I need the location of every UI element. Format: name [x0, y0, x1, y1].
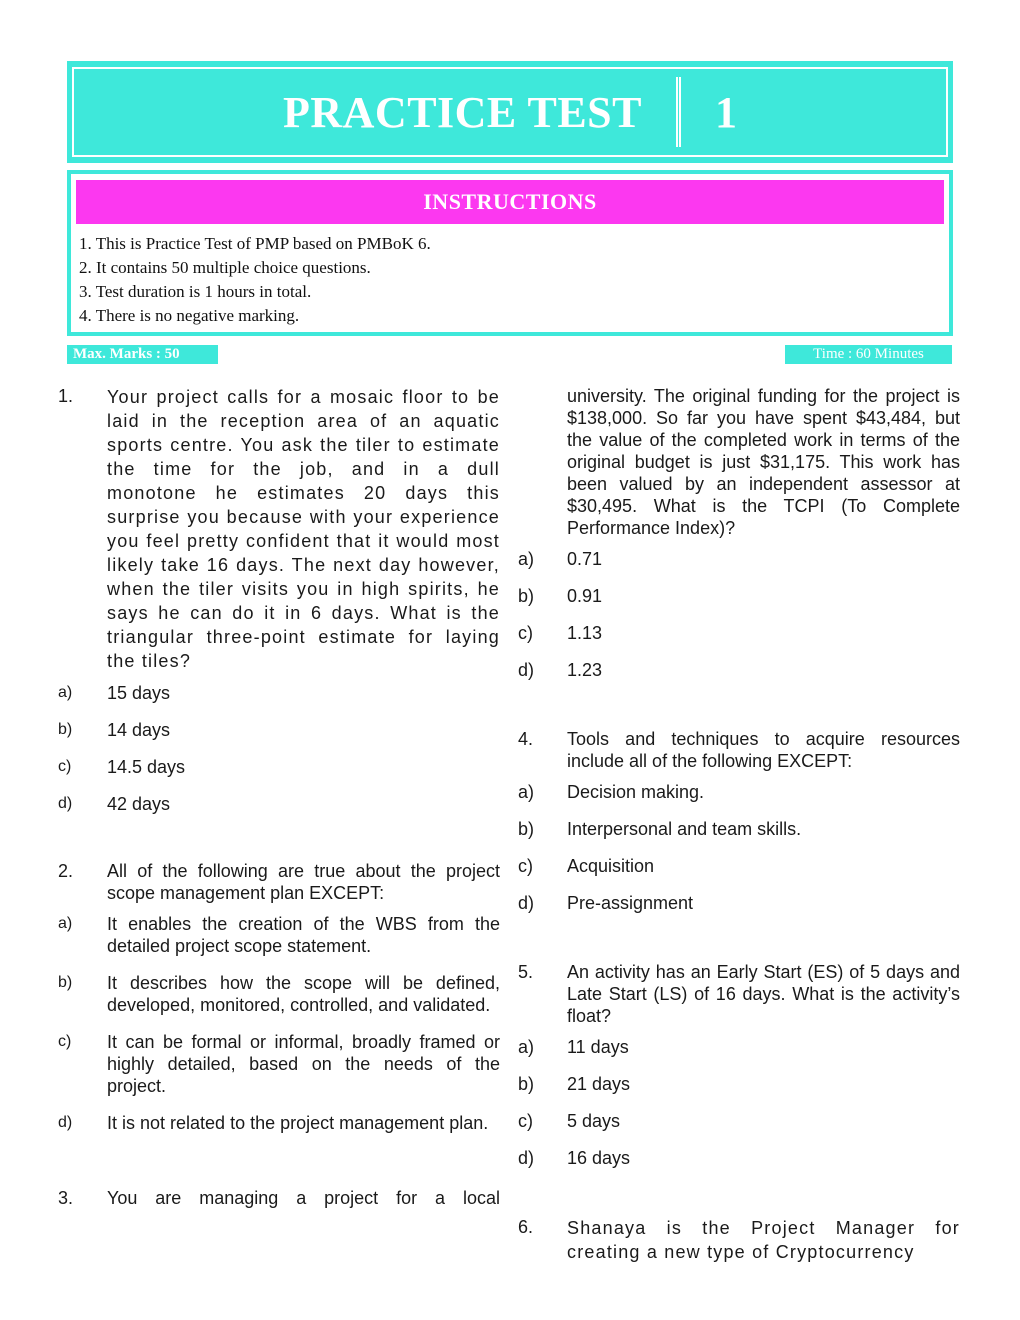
question-1 [58, 385, 500, 673]
right-column [518, 385, 960, 1273]
question-2 [58, 860, 500, 904]
question-number: 1. [58, 386, 74, 406]
option-text: Acquisition [567, 856, 655, 876]
question-number: 2. [58, 861, 74, 881]
spacer [58, 830, 500, 860]
option-label: d) [58, 795, 73, 812]
spacer [518, 1184, 960, 1216]
option-text: 1.23 [567, 660, 603, 680]
option-row [518, 659, 960, 681]
instruction-item: 3. Test duration is 1 hours in total. [79, 282, 312, 301]
left-column [58, 385, 500, 1218]
option-label: d) [518, 660, 535, 680]
spacer [58, 1149, 500, 1187]
option-label: a) [518, 1037, 535, 1057]
option-row [518, 855, 960, 877]
option-label: b) [58, 974, 73, 991]
question-text: You are managing a project for a local [107, 1188, 500, 1208]
instructions-heading-bar [76, 180, 944, 224]
question-text: An activity has an Early Start (ES) of 5 days and Late Start (LS) of 16 days. What is the activity’s float? [567, 962, 960, 1026]
title-divider [676, 77, 681, 147]
question-text: Your project calls for a mosaic floor to be laid in the reception area of an aquatic sports centre. You ask the tiler to estimate the time for the job, and in a dull monotone he estimates 20 days this surprise you because with your experience you feel pretty confident that it would most likely take 16 days. The next day however, when the tiler visits you in high spirits, he says he can do it in 6 days. What is the triangular three-point estimate for laying the tiles? [107, 387, 500, 671]
instructions-list [79, 232, 431, 328]
spacer [518, 929, 960, 961]
option-row [518, 781, 960, 803]
option-label: a) [518, 782, 535, 802]
option-label: b) [518, 1074, 535, 1094]
question-text: Shanaya is the Project Manager for creating a new type of Cryptocurrency [567, 1218, 960, 1262]
option-label: d) [518, 1148, 535, 1168]
option-row [518, 1073, 960, 1095]
indent [518, 385, 567, 539]
question-number: 5. [518, 962, 534, 982]
option-label: b) [518, 819, 535, 839]
option-label: c) [518, 1111, 533, 1131]
option-text: It can be formal or informal, broadly framed or highly detailed, based on the needs of the project. [107, 1032, 500, 1096]
option-row [58, 756, 500, 778]
option-row [518, 1110, 960, 1132]
option-label: b) [58, 721, 73, 738]
title-frame [72, 67, 948, 157]
instructions-heading: INSTRUCTIONS [423, 189, 597, 214]
option-text: It describes how the scope will be defined, developed, monitored, controlled, and validated. [107, 973, 500, 1015]
option-text: 0.91 [567, 586, 603, 606]
option-label: d) [518, 893, 535, 913]
option-text: 15 days [107, 683, 171, 703]
option-text: It enables the creation of the WBS from the detailed project scope statement. [107, 914, 500, 956]
option-label: a) [58, 684, 73, 701]
option-text: 42 days [107, 794, 171, 814]
question-5 [518, 961, 960, 1027]
max-marks-badge: Max. Marks : 50 [67, 345, 218, 364]
option-row [518, 892, 960, 914]
option-text: Pre-assignment [567, 893, 694, 913]
option-row [518, 548, 960, 570]
title-banner [67, 61, 953, 163]
option-row [518, 622, 960, 644]
option-row [518, 1147, 960, 1169]
option-label: a) [58, 915, 73, 932]
option-text: 21 days [567, 1074, 631, 1094]
option-label: c) [58, 1033, 72, 1050]
spacer [518, 696, 960, 728]
time-badge: Time : 60 Minutes [785, 345, 952, 364]
option-label: c) [58, 758, 72, 775]
option-text: Interpersonal and team skills. [567, 819, 802, 839]
option-text: 11 days [567, 1037, 629, 1057]
option-row [58, 793, 500, 815]
instruction-item: 2. It contains 50 multiple choice questions. [79, 258, 371, 277]
option-text: 14.5 days [107, 757, 186, 777]
question-number: 3. [58, 1188, 74, 1208]
option-text: 16 days [567, 1148, 631, 1168]
option-row [58, 1112, 500, 1134]
option-row [518, 1036, 960, 1058]
option-label: c) [518, 623, 533, 643]
option-label: c) [518, 856, 533, 876]
question-number: 6. [518, 1217, 534, 1237]
instruction-item: 1. This is Practice Test of PMP based on PMBoK 6. [79, 234, 431, 253]
option-row [58, 913, 500, 957]
question-4 [518, 728, 960, 772]
page-title: PRACTICE TEST [282, 87, 642, 137]
option-text: Decision making. [567, 782, 705, 802]
option-text: It is not related to the project management plan. [107, 1113, 489, 1133]
question-text: university. The original funding for the project is $138,000. So far you have spent $43,484, but the value of the completed work in terms of the original budget is just $31,175. This work has been valued by an independent assessor at $30,495. What is the TCPI (To Complete Performance Index)? [567, 386, 960, 538]
question-text: Tools and techniques to acquire resources include all of the following EXCEPT: [567, 729, 960, 771]
option-label: d) [58, 1114, 73, 1131]
question-3-continued [518, 385, 960, 539]
question-3 [58, 1187, 500, 1209]
option-row [58, 719, 500, 741]
option-row [518, 585, 960, 607]
option-text: 5 days [567, 1111, 621, 1131]
question-text: All of the following are true about the project scope management plan EXCEPT: [107, 861, 500, 903]
question-6 [518, 1216, 960, 1264]
instruction-item: 4. There is no negative marking. [79, 306, 300, 325]
option-row [58, 972, 500, 1016]
question-number: 4. [518, 729, 534, 749]
option-label: a) [518, 549, 535, 569]
option-text: 1.13 [567, 623, 603, 643]
option-row [58, 682, 500, 704]
test-number: 1 [715, 87, 737, 137]
option-row [518, 818, 960, 840]
option-text: 14 days [107, 720, 171, 740]
option-row [58, 1031, 500, 1097]
option-text: 0.71 [567, 549, 603, 569]
option-label: b) [518, 586, 535, 606]
instructions-panel [67, 170, 953, 336]
